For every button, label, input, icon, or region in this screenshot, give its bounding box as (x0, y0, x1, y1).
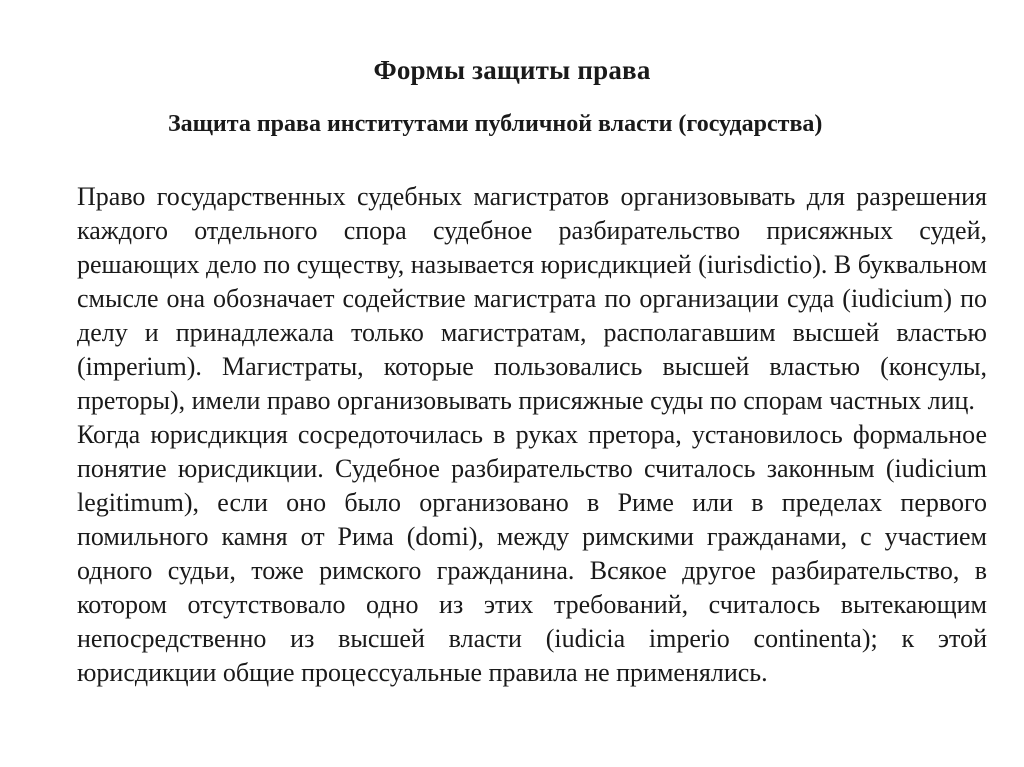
slide-title: Формы защиты права (373, 55, 651, 85)
body-paragraph-2: Когда юрисдикция сосредоточилась в руках претора, установилось формальное понятие юрисдикции. Судебное разбирательство считалось законным (iudicium legitimum), если оно было организовано в Риме или в пределах первого помильного камня от Рима (domi), между римскими гражданами, с участием одного судьи, тоже римского гражданина. Всякое другое разбирательство, в котором отсутствовало одно из этих требований, считалось вытекающим непосредственно из высшей власти (iudicia imperio continenta); к этой юрисдикции общие процессуальные правила не применялись. (77, 420, 987, 687)
body-paragraph-1: Право государственных судебных магистратов организовывать для разрешения каждого отдельного спора судебное разбирательство присяжных судей, решающих дело по существу, называется юрисдикцией (iurisdictio). В буквальном смысле она обозначает содействие магистрата по организации суда (iudicium) по делу и принадлежала только магистратам, располагавшим высшей властью (imperium). Магистраты, которые пользовались высшей властью (консулы, преторы), имели право организовывать присяжные суды по спорам частных лиц. (77, 182, 987, 415)
slide-body (77, 180, 987, 690)
slide-subtitle: Защита права институтами публичной власти (государства) (168, 111, 823, 137)
